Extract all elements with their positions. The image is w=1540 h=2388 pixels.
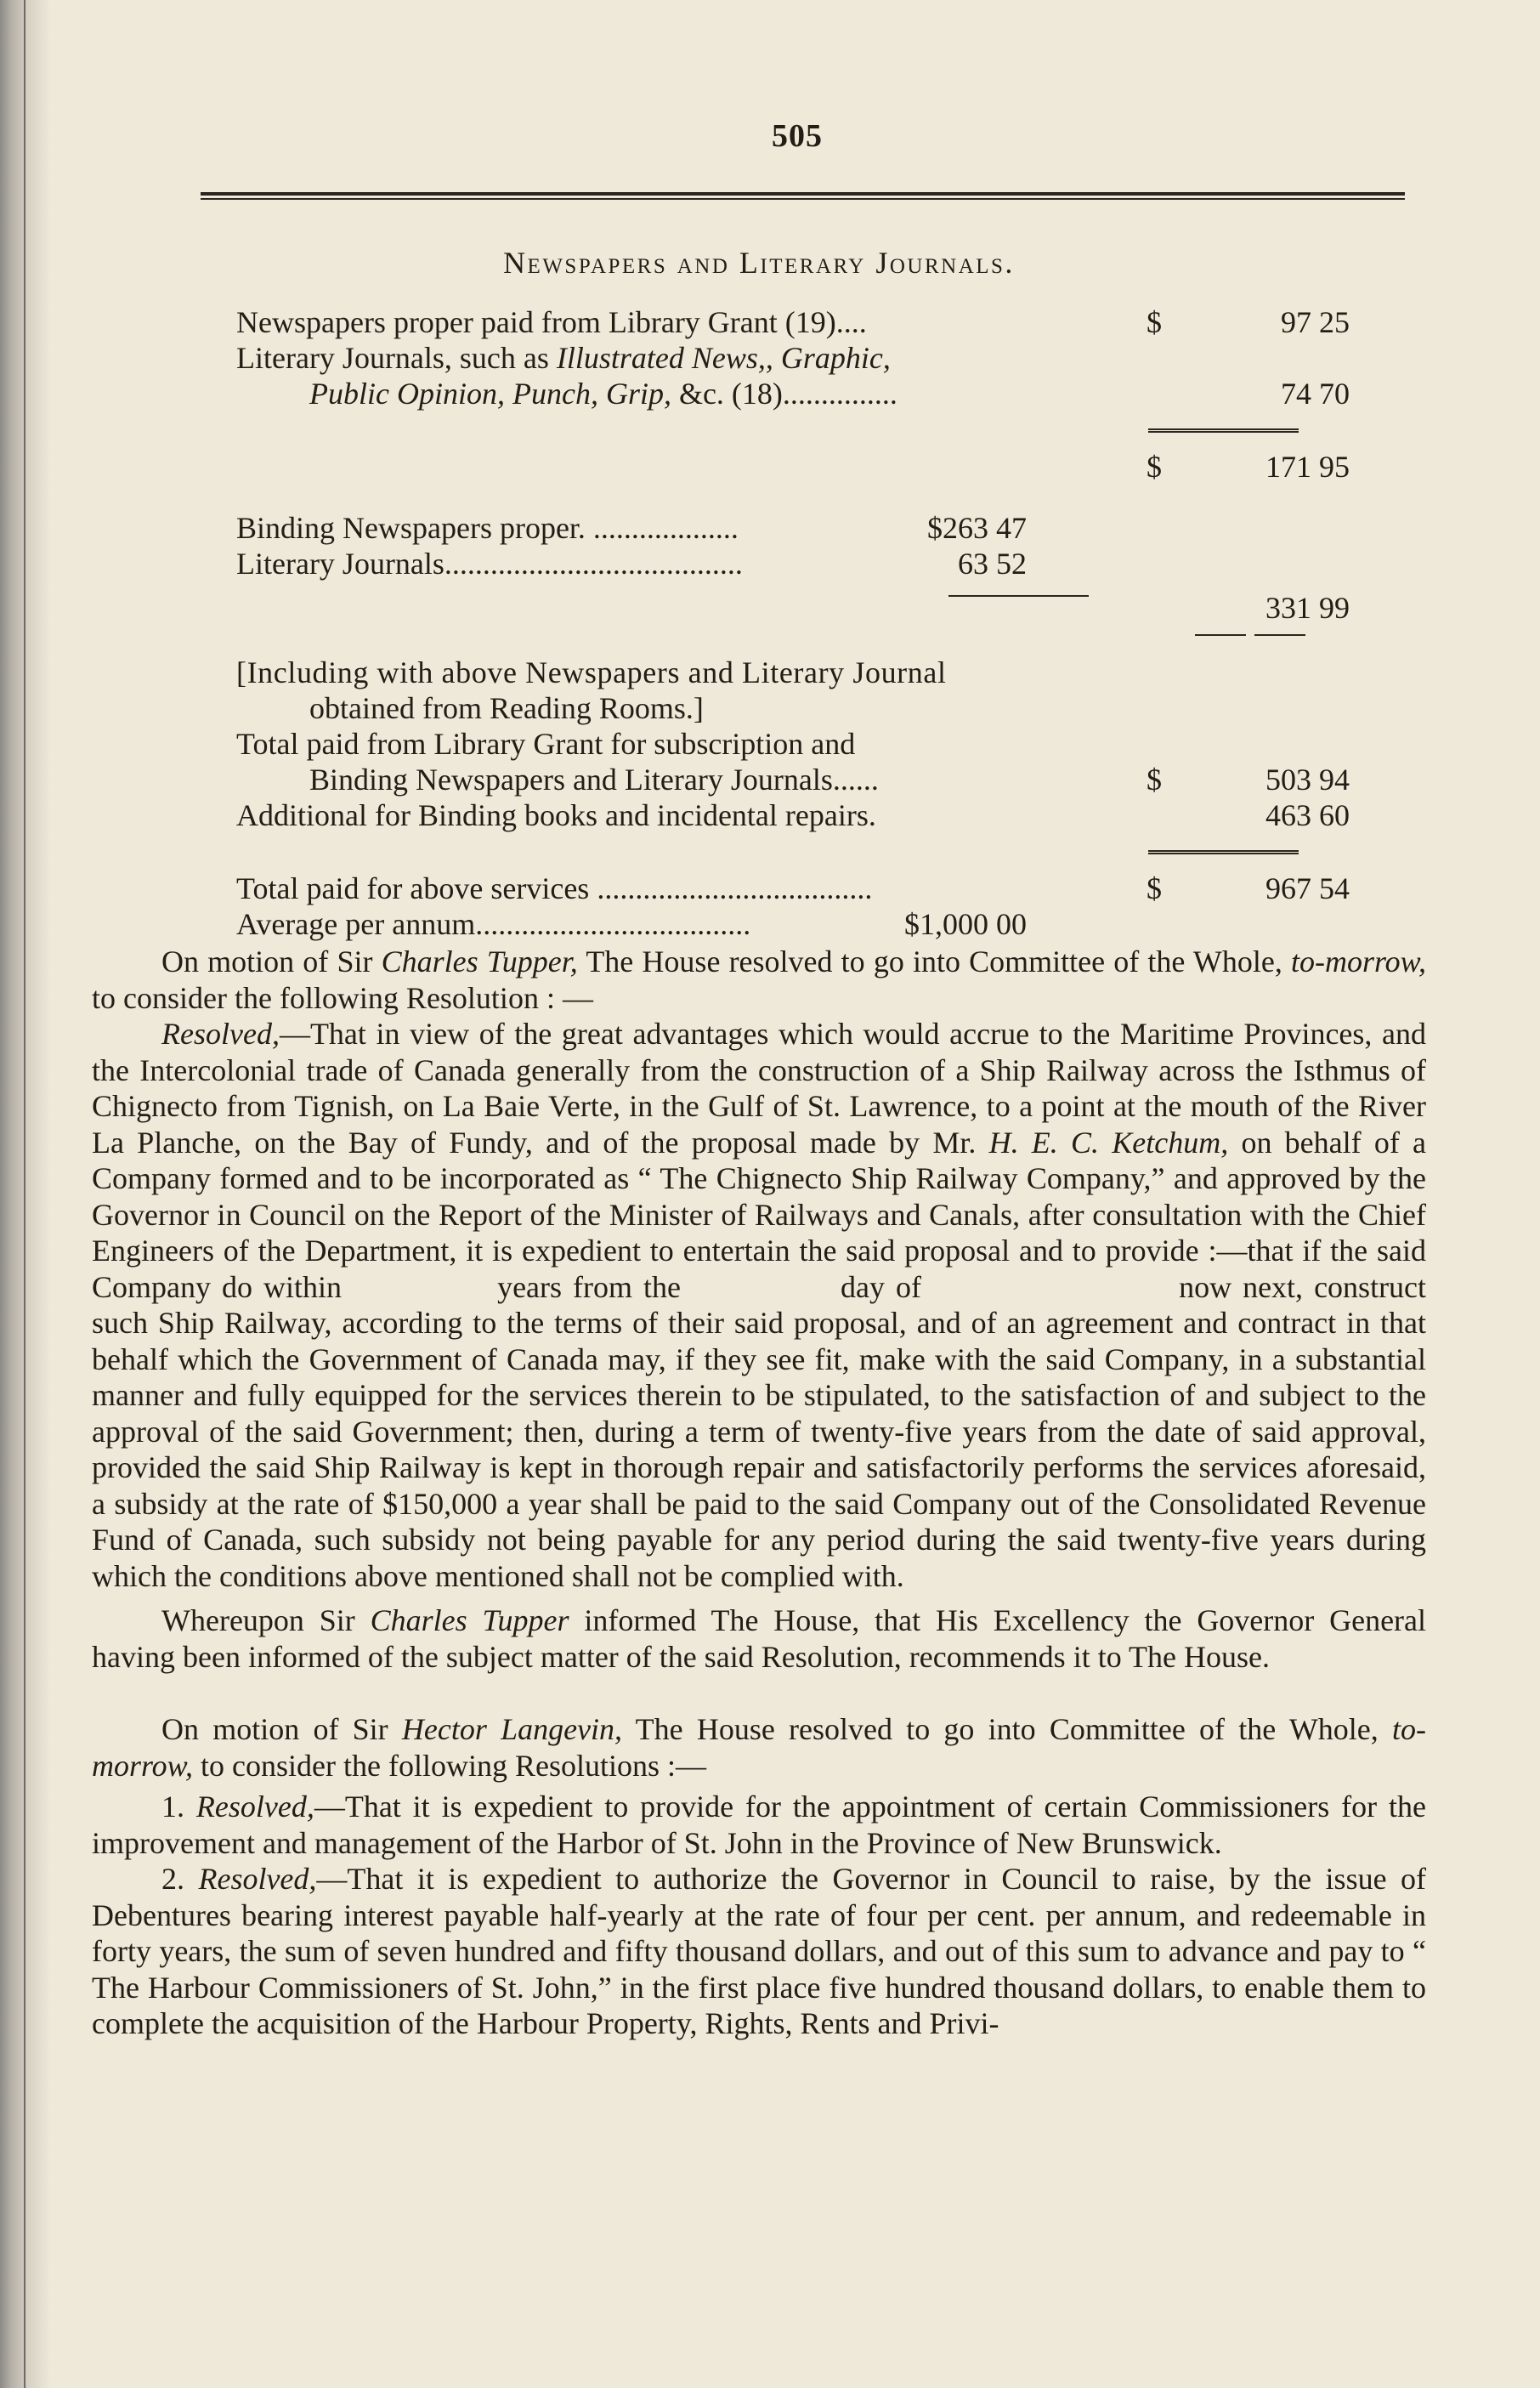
total-rule-right [1254, 634, 1305, 636]
ledger-row-subtotal [236, 449, 1426, 485]
ledger-label: Literary Journals, such as [236, 341, 549, 375]
ledger-note-line2 [236, 690, 1426, 726]
binding-shadow [0, 0, 51, 2388]
ledger-row-additional [236, 797, 1426, 833]
ledger-row-newspapers [236, 304, 1426, 340]
ledger-row-binding-total [236, 581, 1426, 625]
ledger-label: Total paid for above services .................................... [236, 871, 873, 905]
dollar-sign: $ [1147, 871, 1162, 905]
ledger-label: Binding Newspapers and Literary Journals...... [309, 763, 879, 797]
ledger-row-binding-newspapers [236, 510, 1426, 546]
ledger-row-library-total-cont [236, 762, 1426, 797]
page-fold-line [24, 0, 25, 2388]
ledger-amount: 503 94 [1265, 763, 1350, 797]
dollar-sign: $ [1147, 305, 1162, 339]
ledger-label: Total paid from Library Grant for subscription and [236, 727, 856, 761]
ledger-mid-amount: $263 47 [927, 511, 1027, 545]
document-page [92, 0, 1426, 2388]
ledger-amount: 463 60 [1265, 798, 1350, 832]
ledger-label: &c. (18)............... [678, 377, 897, 411]
ledger-note-line1 [236, 655, 1426, 690]
ledger-amount: 74 70 [1281, 377, 1350, 411]
ledger-amount: 97 25 [1281, 305, 1350, 339]
ledger-label: Average per annum.................................... [236, 907, 751, 941]
resolution-paragraph-ship-railway: Resolved,—That in view of the great advantages which would accrue to the Maritime Provinces, and the Intercolonial trade of Canada generally from the construction of a Ship Railway across the Isthmus of Chignecto from Tignish, on La Baie Verte, in the Gulf of St. Lawrence, to a point at the mouth of the River La Planche, on the Bay of Fundy, and of the proposal made by Mr. H. E. C. Ketchum, on behalf of a Company formed and to be incorporated as “ The Chignecto Ship Railway Company,” and approved by the Governor in Council on the Report of the Minister of Railways and Canals, after consultation with the Chief Engineers of the Department, it is expedient to entertain the said proposal and to provide :—that if the said Company do within years from the day of now next, construct such Ship Railway, according to the terms of their said proposal, and of an agreement and contract in that behalf which the Government of Canada may, if they see fit, make with the said Company, in a substantial manner and fully equipped for the services therein to be stipulated, to the satisfaction of and subject to the approval of the said Government; then, during a term of twenty-five years from the date of said approval, provided the said Ship Railway is kept in thorough repair and satisfactorily performs the services aforesaid, a subsidy at the rate of $150,000 a year shall be paid to the said Company out of the Consolidated Revenue Fund of Canada, such subsidy not being payable for any period during the said twenty-five years during which the conditions above mentioned shall not be complied with. [92, 1017, 1427, 1593]
motion-paragraph-langevin: On motion of Sir Hector Langevin, The House resolved to go into Committee of the Whole, to-morrow, to consider the following Resolutions :— [92, 1712, 1426, 1783]
ledger-label: Binding Newspapers proper. ................... [236, 511, 739, 545]
resolution-2-debentures: 2. Resolved,—That it is expedient to authorize the Governor in Council to raise, by the issue of Debentures bearing interest payable half-yearly at the rate of four per cent. per annum, and redeemable in forty years, the sum of seven hundred and fifty thousand dollars, and out of this sum to advance and pay to “ The Harbour Commissioners of St. John,” in the first place five hundred thousand dollars, to enable them to complete the acquisition of the Harbour Property, Rights, Rents and Privi- [92, 1862, 1427, 2040]
ledger-row-journals-cont [236, 376, 1426, 411]
section-title: Newspapers and Literary Journals. [503, 246, 1015, 280]
grand-total-rule [1148, 850, 1299, 854]
ledger-amount: 331 99 [1265, 591, 1350, 625]
ledger-row-library-total [236, 726, 1426, 762]
binding-rule [948, 595, 1089, 597]
body-text [92, 944, 1426, 2042]
ledger-mid-amount: 63 52 [958, 547, 1027, 581]
ledger-note: [Including with above Newspapers and Literary Journal [236, 655, 947, 689]
ledger-label: Newspapers proper paid from Library Grant (19).... [236, 305, 867, 339]
total-rule-left [1195, 634, 1246, 636]
ledger-amount: 967 54 [1265, 871, 1350, 905]
page-number: 505 [772, 118, 823, 154]
ledger-label: Additional for Binding books and incidental repairs. [236, 798, 876, 832]
ledger-note: obtained from Reading Rooms.] [309, 691, 704, 725]
subtotal-rule [1148, 428, 1299, 433]
ledger-amount: 171 95 [1265, 450, 1350, 484]
ledger-mid-amount: $1,000 00 [904, 907, 1027, 941]
ledger-row-journals [236, 340, 1426, 376]
ledger-row-average [236, 906, 1426, 942]
resolution-1-harbor-commissioners: 1. Resolved,—That it is expedient to provide for the appointment of certain Commissioners for the improvement and management of the Harbor of St. John in the Province of New Brunswick. [92, 1790, 1426, 1860]
ledger-label: Literary Journals....................................... [236, 547, 743, 581]
recommendation-paragraph: Whereupon Sir Charles Tupper informed The House, that His Excellency the Governor General having been informed of the subject matter of the said Resolution, recommends it to The House. [92, 1603, 1427, 1674]
ledger-label-italic: Public Opinion, Punch, Grip, [309, 377, 671, 411]
ledger-label-italic: Illustrated News,, Graphic, [556, 341, 891, 375]
dollar-sign: $ [1147, 763, 1162, 797]
dollar-sign: $ [1147, 450, 1162, 484]
motion-paragraph-tupper: On motion of Sir Charles Tupper, The House resolved to go into Committee of the Whole, to-morrow, to consider the following Resolution : — [92, 944, 1426, 1015]
ledger-row-binding-journals [236, 546, 1426, 581]
expense-ledger [236, 304, 1426, 942]
header-double-rule [201, 192, 1405, 200]
ledger-row-grand-total [236, 871, 1426, 906]
